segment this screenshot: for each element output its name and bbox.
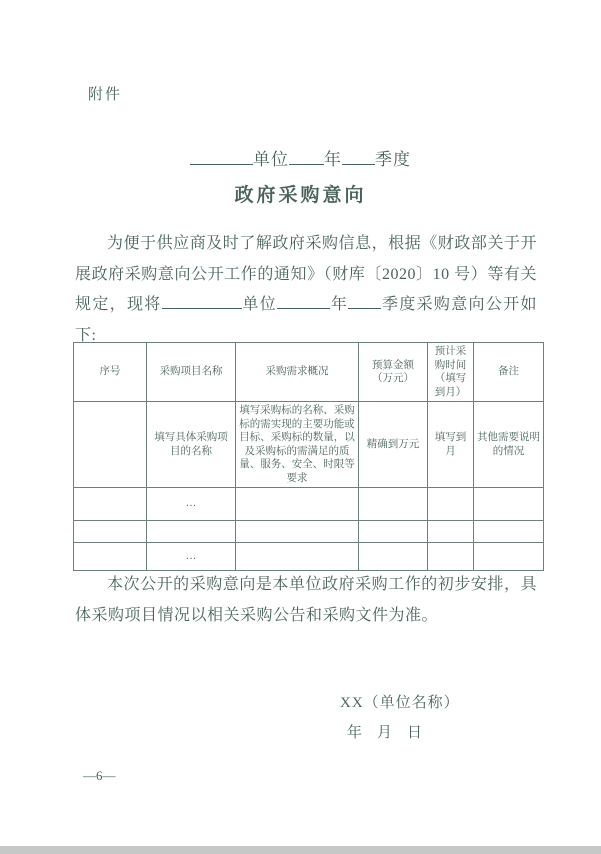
table-row [74, 543, 544, 571]
table-cell: 填写具体采购项目的名称 [147, 402, 236, 488]
table-row [74, 521, 544, 543]
table-cell [474, 488, 544, 521]
table-cell [147, 521, 236, 543]
header-budget-amount: 预算金额（万元） [359, 343, 428, 402]
header-serial-number: 序号 [74, 343, 147, 402]
table-header-row [74, 343, 544, 402]
scan-edge-strip [0, 846, 601, 854]
table-cell: 填写采购标的名称、采购标的需实现的主要功能或目标、采购标的数量，以及采购标的需满足的质量、服务、安全、时限等要求 [236, 402, 359, 488]
table-cell: 填写到月 [428, 402, 474, 488]
table-cell [74, 521, 147, 543]
intro-unit-label: 单位 [241, 296, 278, 313]
table-cell [236, 521, 359, 543]
intro-text-2: 季度采购意向公开如下: [75, 296, 537, 344]
table-cell [236, 488, 359, 521]
blank-underline [277, 293, 330, 309]
table-cell [359, 543, 428, 571]
intro-text-1: 为便于供应商及时了解政府采购信息，根据《财政部关于开展政府采购意向公开工作的通知》（财库〔2020〕10 号）等有关规定，现将 [75, 235, 537, 313]
header-estimated-time: 预计采购时间（填写到月） [428, 343, 474, 402]
header-demand-overview: 采购需求概况 [236, 343, 359, 402]
table-cell [474, 521, 544, 543]
table-cell [359, 521, 428, 543]
table-cell [428, 543, 474, 571]
document-title [0, 145, 601, 207]
page-number: —6— [83, 768, 116, 783]
table-row [74, 488, 544, 521]
blank-underline [190, 148, 253, 165]
header-remarks: 备注 [474, 343, 544, 402]
table-cell [74, 402, 147, 488]
title-year-label: 年 [324, 150, 342, 169]
table-row [74, 402, 544, 488]
table-cell: 其他需要说明的情况 [474, 402, 544, 488]
table-cell: … [147, 488, 236, 521]
title-line-blanks [0, 145, 601, 170]
title-main: 政府采购意向 [234, 185, 367, 206]
intro-paragraph [75, 229, 537, 351]
blank-underline [342, 148, 375, 165]
table-cell [74, 543, 147, 571]
closing-paragraph: 本次公开的采购意向是本单位政府采购工作的初步安排，具体采购项目情况以相关采购公告和采购文件为准。 [75, 576, 537, 624]
signature-date: 年 月 日 [347, 725, 423, 741]
intro-year-label: 年 [330, 296, 349, 313]
table-cell [474, 543, 544, 571]
blank-underline [162, 293, 242, 309]
title-unit-label: 单位 [253, 150, 289, 169]
signature-unit-name: XX（单位名称） [340, 695, 460, 711]
header-project-name: 采购项目名称 [147, 343, 236, 402]
table-cell [74, 488, 147, 521]
table-cell: 精确到万元 [359, 402, 428, 488]
blank-underline [289, 148, 324, 165]
blank-underline [348, 293, 381, 309]
table-cell [359, 488, 428, 521]
table-cell [236, 543, 359, 571]
table-cell [428, 521, 474, 543]
title-quarter-label: 季度 [375, 150, 411, 169]
table-cell: … [147, 543, 236, 571]
attachment-label: 附件 [88, 87, 123, 103]
procurement-table [73, 342, 544, 571]
table-cell [428, 488, 474, 521]
